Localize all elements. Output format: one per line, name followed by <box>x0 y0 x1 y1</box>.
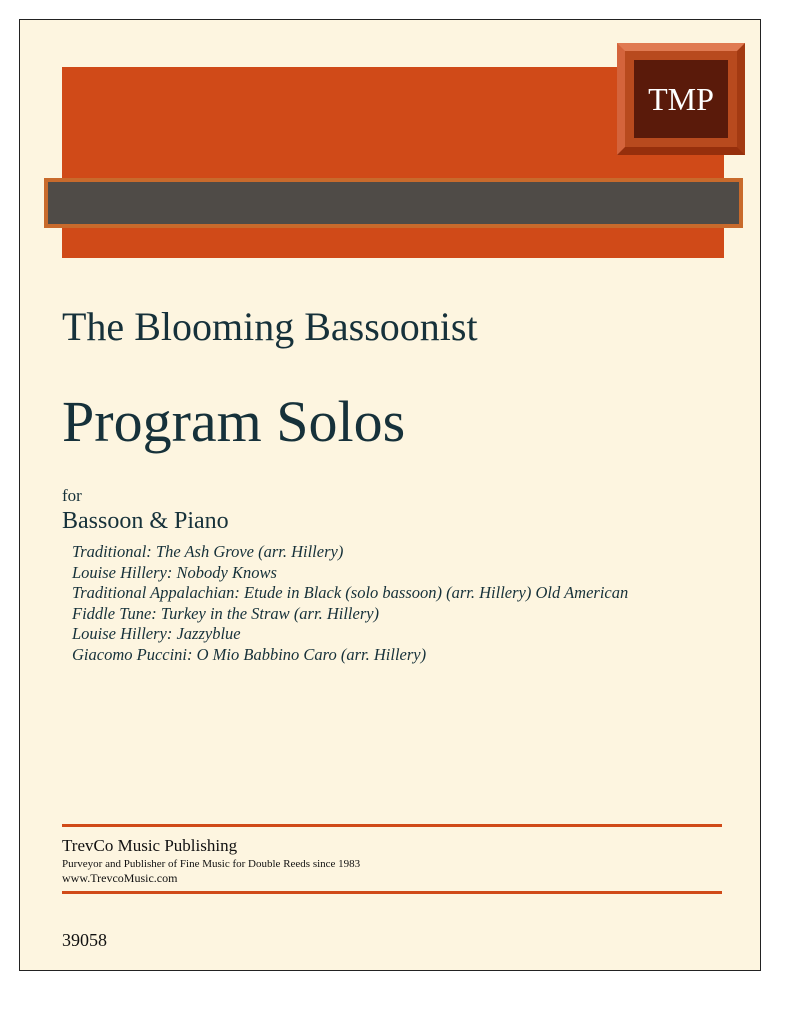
main-title: Program Solos <box>62 389 406 454</box>
logo-text: TMP <box>634 60 728 138</box>
catalog-number: 39058 <box>62 930 107 950</box>
tmp-logo <box>617 43 745 155</box>
list-item: Fiddle Tune: Turkey in the Straw (arr. Hillery) <box>72 603 380 623</box>
publisher-website: www.TrevcoMusic.com <box>62 871 178 885</box>
series-title: The Blooming Bassoonist <box>62 304 478 349</box>
list-item: Traditional: The Ash Grove (arr. Hillery) <box>72 542 344 561</box>
header-bar-inner <box>48 182 739 224</box>
instrumentation: Bassoon & Piano <box>62 508 229 534</box>
publisher-name: TrevCo Music Publishing <box>62 836 238 855</box>
list-item: Louise Hillery: Nobody Knows <box>72 562 277 582</box>
list-item: Louise Hillery: Jazzyblue <box>72 624 241 643</box>
divider-bottom <box>62 891 722 894</box>
header-bar <box>44 178 743 228</box>
cover-page <box>19 19 761 971</box>
list-item: Giacomo Puccini: O Mio Babbino Caro (arr. Hillery) <box>72 644 427 664</box>
for-label: for <box>62 486 82 505</box>
list-item: Traditional Appalachian: Etude in Black (solo bassoon) (arr. Hillery) Old American <box>72 583 629 602</box>
divider-top <box>62 824 722 827</box>
piece-list <box>72 542 732 665</box>
publisher-tagline: Purveyor and Publisher of Fine Music for Double Reeds since 1983 <box>62 858 361 870</box>
